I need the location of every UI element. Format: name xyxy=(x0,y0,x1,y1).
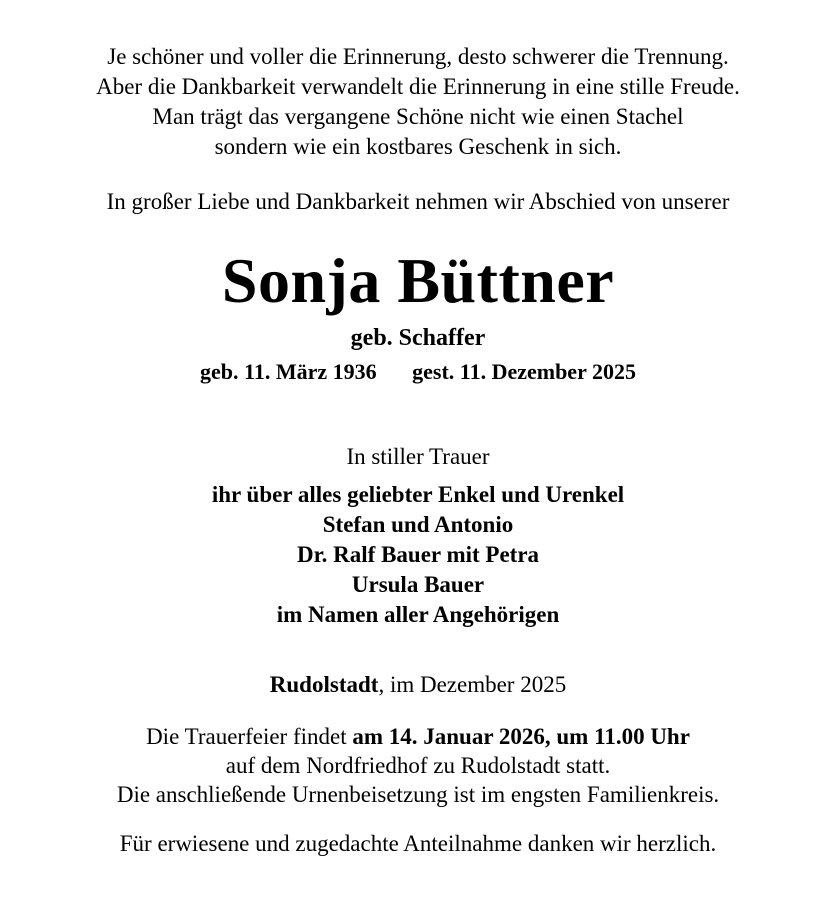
memorial-poem xyxy=(0,42,836,162)
poem-line: Je schöner und voller die Erinnerung, desto schwerer die Trennung. xyxy=(107,44,729,69)
farewell-intro-line: In großer Liebe und Dankbarkeit nehmen wir Abschied von unserer xyxy=(106,189,730,214)
mourning-heading: In stiller Trauer xyxy=(346,444,490,469)
funeral-service-details xyxy=(0,722,836,809)
service-line-2: auf dem Nordfriedhof zu Rudolstadt statt. xyxy=(225,753,611,778)
life-dates xyxy=(0,357,836,387)
mourner-line: im Namen aller Angehörigen xyxy=(276,602,560,627)
service-line-3: Die anschließende Urnenbeisetzung ist im engsten Familienkreis. xyxy=(116,782,720,807)
service-line-1 xyxy=(0,722,836,751)
death-date: gest. 11. Dezember 2025 xyxy=(412,359,636,384)
mourner-line: Dr. Ralf Bauer mit Petra xyxy=(296,542,540,567)
place-date-rest: , im Dezember 2025 xyxy=(378,672,567,697)
maiden-name: geb. Schaffer xyxy=(350,325,486,351)
mourners-list xyxy=(0,480,836,630)
poem-line: Man trägt das vergangene Schöne nicht wie einen Stachel xyxy=(152,104,684,129)
mourner-line: Stefan und Antonio xyxy=(322,512,514,537)
birth-date: geb. 11. März 1936 xyxy=(200,359,377,384)
place-date-line xyxy=(0,670,836,700)
service-date-time: am 14. Januar 2026, um 11.00 Uhr xyxy=(352,724,690,749)
thanks-line: Für erwiesene und zugedachte Anteilnahme danken wir herzlich. xyxy=(119,831,717,856)
deceased-name: Sonja Büttner xyxy=(221,245,615,316)
place-name: Rudolstadt xyxy=(269,672,379,697)
poem-line: sondern wie ein kostbares Geschenk in sich. xyxy=(214,134,622,159)
poem-line: Aber die Dankbarkeit verwandelt die Erinnerung in eine stille Freude. xyxy=(96,74,740,99)
service-line-1-prefix: Die Trauerfeier findet xyxy=(146,724,353,749)
mourner-line: ihr über alles geliebter Enkel und Urenkel xyxy=(211,482,625,507)
mourner-line: Ursula Bauer xyxy=(351,572,485,597)
